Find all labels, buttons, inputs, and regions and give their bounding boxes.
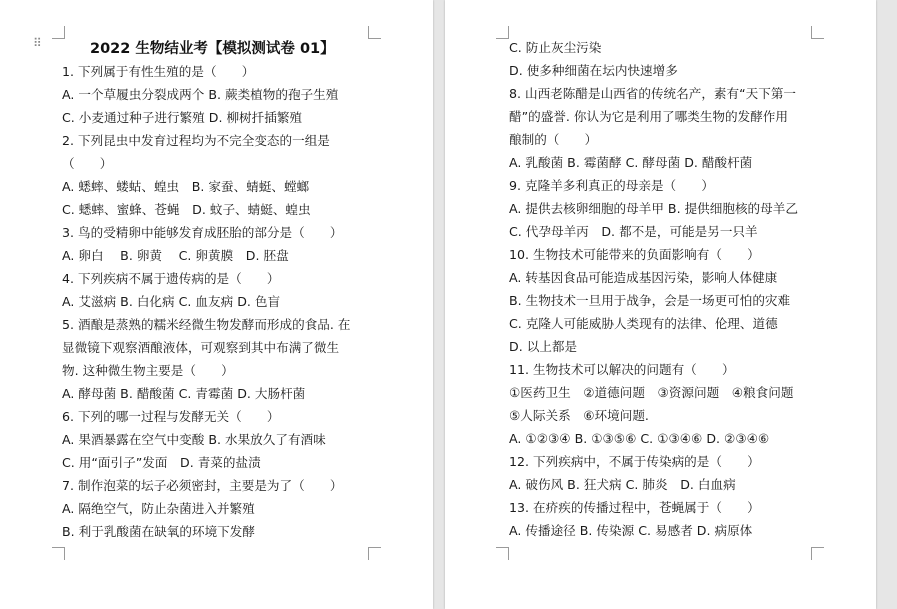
text-line: C. 防止灰尘污染 <box>509 40 602 55</box>
text-line: A. 转基因食品可能造成基因污染，影响人体健康 <box>509 270 778 285</box>
text-line: C. 克隆人可能威胁人类现有的法律、伦理、道德 <box>509 316 778 331</box>
text-line: A. 乳酸菌 B. 霉菌酵 C. 酵母菌 D. 醋酸杆菌 <box>509 155 753 170</box>
crop-mark-bottom-left <box>496 547 509 560</box>
text-line: 4. 下列疾病不属于遗传病的是（ ） <box>62 271 280 286</box>
document-page-left <box>0 0 433 609</box>
text-line: 3. 鸟的受精卵中能够发育成胚胎的部分是（ ） <box>62 225 343 240</box>
text-line: C. 用“面引子”发面 D. 青菜的盐渍 <box>62 455 261 470</box>
crop-mark-bottom-right <box>811 547 824 560</box>
text-line: 9. 克隆羊多利真正的母亲是（ ） <box>509 178 714 193</box>
text-line: 酿制的（ ） <box>509 132 598 147</box>
text-line: A. 酵母菌 B. 醋酸菌 C. 青霉菌 D. 大肠杆菌 <box>62 386 306 401</box>
text-line: 10. 生物技术可能带来的负面影响有（ ） <box>509 247 760 262</box>
text-line: A. 破伤风 B. 狂犬病 C. 肺炎 D. 白血病 <box>509 477 736 492</box>
crop-mark-top-right <box>811 26 824 39</box>
text-line: A. ①②③④ B. ①③⑤⑥ C. ①③④⑥ D. ②③④⑥ <box>509 431 770 446</box>
crop-mark-top-left <box>496 26 509 39</box>
text-line: A. 艾滋病 B. 白化病 C. 血友病 D. 色盲 <box>62 294 281 309</box>
text-line: A. 果酒暴露在空气中变酸 B. 水果放久了有酒味 <box>62 432 326 447</box>
crop-mark-bottom-left <box>52 547 65 560</box>
text-line: 醋”的盛誉. 你认为它是利用了哪类生物的发酵作用 <box>509 109 788 124</box>
text-line: 12. 下列疾病中，不属于传染病的是（ ） <box>509 454 760 469</box>
text-line: 5. 酒酿是蒸熟的糯米经微生物发酵而形成的食品. 在 <box>62 317 351 332</box>
text-line: 物. 这种微生物主要是（ ） <box>62 363 234 378</box>
text-line: C. 小麦通过种子进行繁殖 D. 柳树扦插繁殖 <box>62 110 303 125</box>
text-line: D. 使多种细菌在坛内快速增多 <box>509 63 678 78</box>
text-line: B. 生物技术一旦用于战争，会是一场更可怕的灾难 <box>509 293 791 308</box>
text-line: A. 传播途径 B. 传染源 C. 易感者 D. 病原体 <box>509 523 753 538</box>
text-line: A. 提供去核卵细胞的母羊甲 B. 提供细胞核的母羊乙 <box>509 201 798 216</box>
text-line: 1. 下列属于有性生殖的是（ ） <box>62 64 255 79</box>
document-page-right <box>445 0 876 609</box>
text-line: A. 蟋蟀、蝼蛄、蝗虫 B. 家蚕、蜻蜓、螳螂 <box>62 179 310 194</box>
text-line: A. 卵白 B. 卵黄 C. 卵黄膜 D. 胚盘 <box>62 248 289 263</box>
text-line: ⑤人际关系 ⑥环境问题. <box>509 408 649 423</box>
text-line: B. 利于乳酸菌在缺氧的环境下发酵 <box>62 524 255 539</box>
text-line: A. 隔绝空气，防止杂菌进入并繁殖 <box>62 501 255 516</box>
text-line: 6. 下列的哪一过程与发酵无关（ ） <box>62 409 280 424</box>
crop-mark-top-left <box>52 26 65 39</box>
text-line: D. 以上都是 <box>509 339 578 354</box>
text-line: C. 代孕母羊丙 D. 都不是，可能是另一只羊 <box>509 224 758 239</box>
text-line: （ ） <box>62 156 113 171</box>
page-title: 2022 生物结业考【模拟测试卷 01】 <box>90 41 335 57</box>
crop-mark-top-right <box>368 26 381 39</box>
text-line: C. 蟋蟀、蜜蜂、苍蝇 D. 蚊子、蜻蜓、蝗虫 <box>62 202 311 217</box>
text-line: 11. 生物技术可以解决的问题有（ ） <box>509 362 735 377</box>
crop-mark-bottom-right <box>368 547 381 560</box>
move-handle-icon[interactable]: ⠿ <box>33 36 43 50</box>
text-line: 13. 在疥疾的传播过程中，苍蝇属于（ ） <box>509 500 760 515</box>
text-line: 8. 山西老陈醋是山西省的传统名产，素有“天下第一 <box>509 86 797 101</box>
text-line: 2. 下列昆虫中发育过程均为不完全变态的一组是 <box>62 133 330 148</box>
text-line: A. 一个草履虫分裂成两个 B. 蕨类植物的孢子生殖 <box>62 87 339 102</box>
text-line: 显微镜下观察酒酿液体，可观察到其中布满了微生 <box>62 340 340 355</box>
text-line: ①医药卫生 ②道德问题 ③资源问题 ④粮食问题 <box>509 385 794 400</box>
text-line: 7. 制作泡菜的坛子必须密封，主要是为了（ ） <box>62 478 343 493</box>
